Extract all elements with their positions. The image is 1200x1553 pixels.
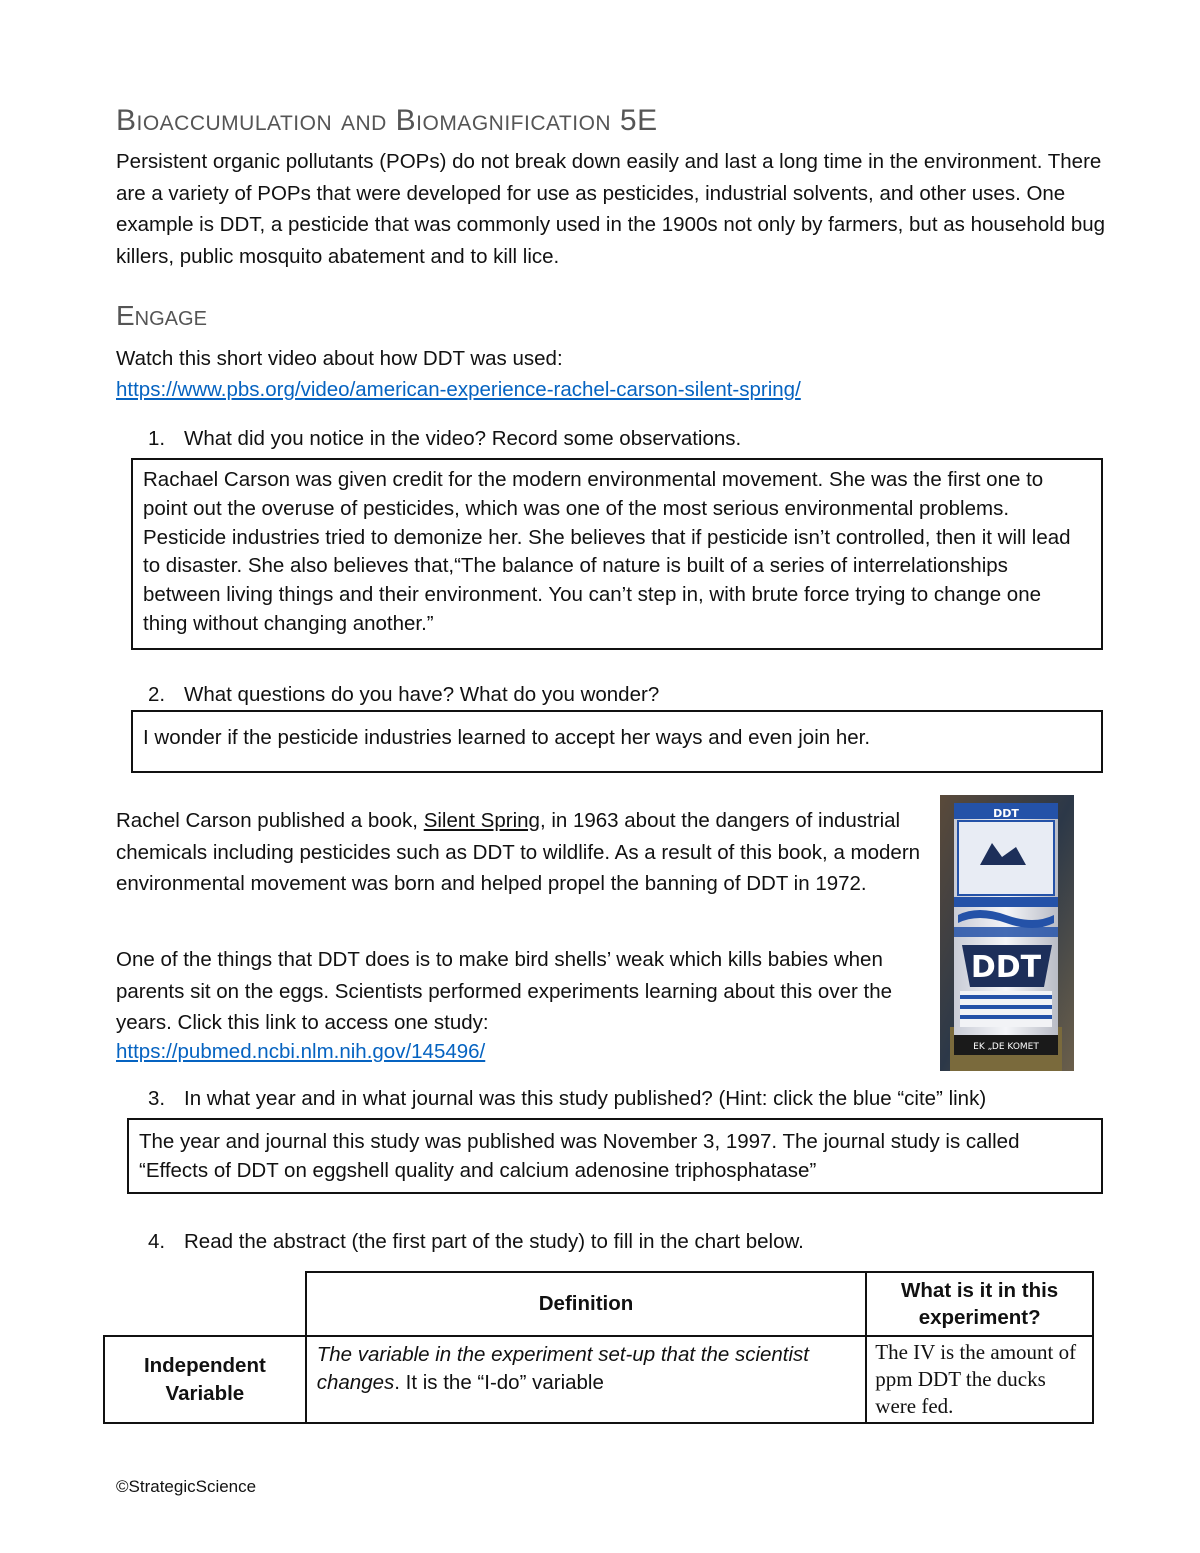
answer-box-2[interactable] [131, 710, 1103, 773]
carson-paragraph [116, 805, 921, 900]
question-number: 3. [148, 1087, 166, 1110]
ddt-can-illustration [940, 795, 1074, 1071]
question-number: 2. [148, 683, 166, 706]
can-label-small: EK „DE KOMET [973, 1042, 1039, 1052]
can-label-top: DDT [993, 807, 1019, 820]
empty-corner-cell [104, 1272, 306, 1336]
table-row [104, 1336, 1093, 1423]
question-text: What questions do you have? What do you wonder? [184, 683, 660, 706]
row-label-independent-variable: Independent Variable [104, 1336, 306, 1423]
can-label-big: DDT [970, 950, 1042, 985]
answer-text: I wonder if the pesticide industries learned to accept her ways and even join her. [143, 726, 871, 749]
carson-text-start: Rachel Carson published a book, [116, 809, 424, 832]
answer-box-3[interactable] [127, 1118, 1103, 1194]
intro-paragraph: Persistent organic pollutants (POPs) do not break down easily and last a long time in the environment. There are a variety of POPs that were developed for use as pesticides, industrial solvents, and other uses. One example is DDT, a pesticide that was commonly used in the 1900s not only by farmers, but as household bug killers, public mosquito abatement and to kill lice. [116, 150, 1106, 268]
question-4 [148, 1230, 804, 1254]
ddt-can-photo [940, 795, 1074, 1071]
experiment-header: What is it in this experiment? [866, 1272, 1093, 1336]
question-3 [148, 1087, 986, 1111]
page-title: Bioaccumulation and Biomagnification 5E [116, 104, 658, 137]
definition-italic-text: The variable in the experiment set-up that the scientist changes [316, 1343, 809, 1394]
engage-heading: Engage [116, 300, 207, 331]
definition-cell [306, 1336, 867, 1423]
definition-header: Definition [306, 1272, 867, 1336]
copyright-footer: ©StrategicScience [116, 1477, 257, 1496]
variables-table [103, 1271, 1094, 1424]
ddt-effects-paragraph: One of the things that DDT does is to make bird shells’ weak which kills babies when parents sit on the eggs. Scientists performed experiments learning about this over the years. Click this link to access one study: [116, 948, 893, 1034]
question-text: What did you notice in the video? Record some observations. [184, 427, 742, 450]
question-text: Read the abstract (the first part of the study) to fill in the chart below. [184, 1230, 804, 1253]
experiment-answer-cell[interactable]: The IV is the amount of ppm DDT the ducks were fed. [866, 1336, 1093, 1423]
book-title: Silent Spring [423, 809, 540, 832]
answer-text: The year and journal this study was published was November 3, 1997. The journal study is called “Effects of DDT on eggshell quality and calcium adenosine triphosphatase” [139, 1130, 1020, 1182]
table-header-row [104, 1272, 1093, 1336]
video-link[interactable]: https://www.pbs.org/video/american-experience-rachel-carson-silent-spring/ [116, 378, 801, 401]
watch-text: Watch this short video about how DDT was used: [116, 347, 563, 370]
question-2 [148, 683, 659, 707]
question-text: In what year and in what journal was this study published? (Hint: click the blue “cite” link) [184, 1087, 987, 1110]
question-number: 1. [148, 427, 166, 450]
question-number: 4. [148, 1230, 166, 1253]
definition-normal-text: . It is the “I-do” variable [394, 1371, 604, 1394]
study-link[interactable]: https://pubmed.ncbi.nlm.nih.gov/145496/ [116, 1040, 486, 1063]
question-1 [148, 427, 741, 451]
answer-box-1[interactable] [131, 458, 1103, 650]
carson-text-end: , in 1963 about the dangers of industrial chemicals including pesticides such as DDT to wildlife. As a result of this book, a modern environmental movement was born and helped propel the banning of DDT in 1972. [116, 809, 921, 895]
answer-text: Rachael Carson was given credit for the modern environmental movement. She was the first one to point out the overuse of pesticides, which was one of the most serious environmental problems. Pesticide industries tried to demonize her. She believes that if pesticide isn’t controlled, then it will lead to disaster. She also believes that,“The balance of nature is built of a series of interrelationships between living things and their environment. You can’t step in, with brute force trying to change one thing without changing another.” [143, 468, 1071, 635]
